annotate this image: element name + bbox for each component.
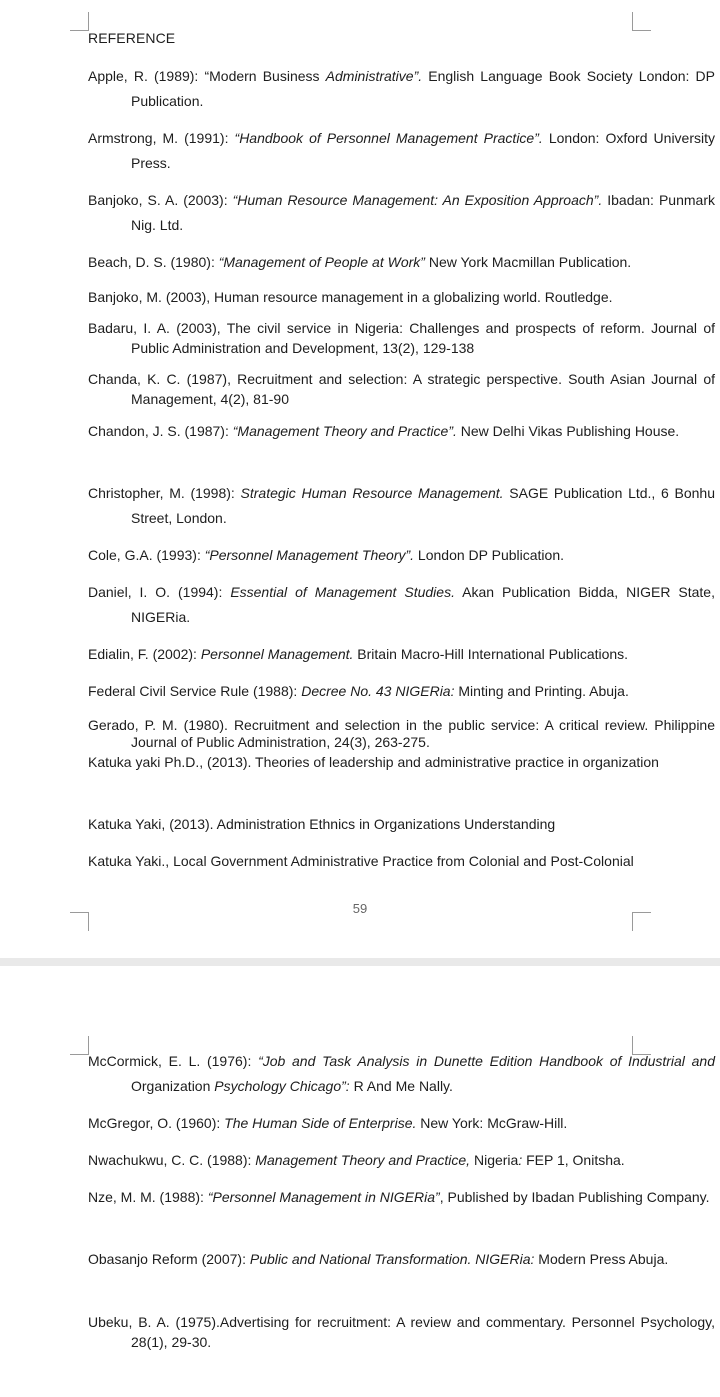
reference-entry: Federal Civil Service Rule (1988): Decree No. 43 NIGERia: Minting and Printing. Abuja. [88,683,629,699]
reference-entry: Banjoko, S. A. (2003): “Human Resource Management: An Exposition Approach”. Ibadan: Punmark Nig. Ltd. [88,192,715,233]
reference-entry: Nwachukwu, C. C. (1988): Management Theory and Practice, Nigeria: FEP 1, Onitsha. [88,1152,625,1168]
reference-entry: Cole, G.A. (1993): “Personnel Management Theory”. London DP Publication. [88,547,565,563]
reference-entry: Daniel, I. O. (1994): Essential of Management Studies. Akan Publication Bidda, NIGER State, NIGERia. [88,584,715,625]
reference-entry: Apple, R. (1989): “Modern Business Administrative”. English Language Book Society London: DP Publication. [88,68,715,109]
document-page-2 [0,966,720,1397]
reference-entry: McCormick, E. L. (1976): “Job and Task Analysis in Dunette Edition Handbook of Industrial and Organization Psychology Chicago”: R And Me Nally. [88,1053,716,1094]
reference-entry: Chandon, J. S. (1987): “Management Theory and Practice”. New Delhi Vikas Publishing House. [88,423,680,439]
reference-entry: Nze, M. M. (1988): “Personnel Management in NIGERia”, Published by Ibadan Publishing Company. [88,1189,710,1205]
reference-entry: Armstrong, M. (1991): “Handbook of Personnel Management Practice”. London: Oxford University Press. [88,130,716,171]
crop-mark-top-left [70,1036,89,1055]
page-title: REFERENCE [88,30,176,46]
reference-entry: Gerado, P. M. (1980). Recruitment and selection in the public service: A critical review. Philippine Journal of Public Administration, 24(3), 263-275. [88,717,715,750]
reference-entry: Beach, D. S. (1980): “Management of People at Work” New York Macmillan Publication. [88,254,632,270]
page-number: 59 [352,901,368,916]
reference-entry: Chanda, K. C. (1987), Recruitment and selection: A strategic perspective. South Asian Journal of Management, 4(2), 81-90 [88,371,715,407]
reference-entry: Badaru, I. A. (2003), The civil service in Nigeria: Challenges and prospects of reform. Journal of Public Administration and Development, 13(2), 129-138 [88,320,715,356]
reference-entry: Edialin, F. (2002): Personnel Management. Britain Macro-Hill International Publications. [88,646,629,662]
reference-entry: McGregor, O. (1960): The Human Side of Enterprise. New York: McGraw-Hill. [88,1115,568,1131]
crop-mark-top-right [632,12,651,31]
reference-entry: Christopher, M. (1998): Strategic Human Resource Management. SAGE Publication Ltd., 6 Bonhu Street, London. [88,485,716,526]
reference-entry: Katuka Yaki., Local Government Administrative Practice from Colonial and Post-Colonial [88,853,634,869]
crop-mark-top-left [70,12,89,31]
reference-entry: Katuka Yaki, (2013). Administration Ethnics in Organizations Understanding [88,816,556,832]
reference-entry: Banjoko, M. (2003), Human resource management in a globalizing world. Routledge. [88,289,613,305]
reference-entry: Ubeku, B. A. (1975).Advertising for recruitment: A review and commentary. Personnel Psychology, 28(1), 29-30. [88,1314,715,1350]
reference-entry: Obasanjo Reform (2007): Public and National Transformation. NIGERia: Modern Press Abuja. [88,1251,669,1267]
reference-entry: Katuka yaki Ph.D., (2013). Theories of leadership and administrative practice in organization [88,754,659,770]
